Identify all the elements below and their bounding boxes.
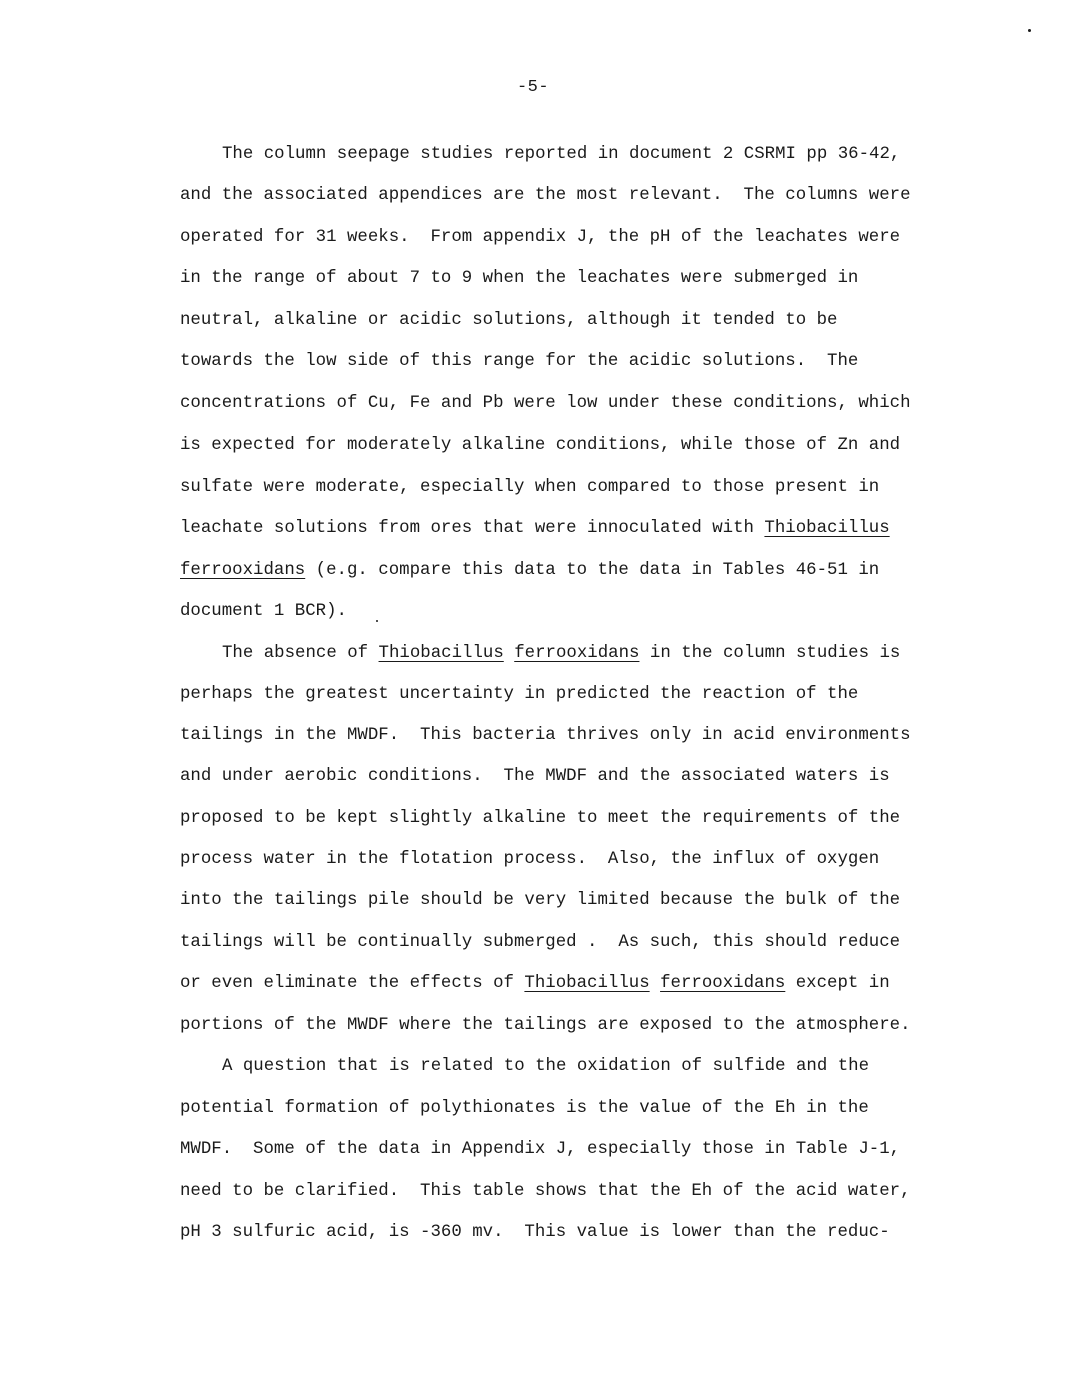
text-line [180,310,837,332]
scan-speck [376,620,378,622]
underlined-term: ferrooxidans [180,561,306,580]
text-line [180,1015,911,1037]
text-line [222,144,900,166]
line-text: except in [785,974,890,993]
line-text: document 1 BCR). [180,602,347,621]
scan-speck [1028,29,1031,32]
page-number: -5- [516,78,550,97]
text-line [180,849,879,871]
underlined-term: ferrooxidans [514,644,640,663]
text-line [180,1098,869,1120]
underlined-term: Thiobacillus [378,644,504,663]
text-line [180,393,911,415]
line-text: process water in the flotation process. Also, the influx of oxygen [180,850,880,869]
line-text: operated for 31 weeks. From appendix J, the pH of the leachates were [180,228,901,247]
line-text: The absence of [222,644,379,663]
line-text: proposed to be kept slightly alkaline to meet the requirements of the [180,809,901,828]
line-text: towards the low side of this range for the acidic solutions. The [180,352,859,371]
underlined-term: Thiobacillus [524,974,650,993]
text-line [180,932,900,954]
text-line [180,1181,911,1203]
line-text: pH 3 sulfuric acid, is -360 mv. This value is lower than the reduc- [180,1223,890,1242]
line-text: perhaps the greatest uncertainty in predicted the reaction of the [180,685,859,704]
text-line [222,643,900,665]
line-text: leachate solutions from ores that were innoculated with [180,519,765,538]
line-text: tailings in the MWDF. This bacteria thrives only in acid environments [180,726,911,745]
line-text: concentrations of Cu, Fe and Pb were low under these conditions, which [180,394,911,413]
line-text: in the range of about 7 to 9 when the leachates were submerged in [180,269,859,288]
text-line [180,185,911,207]
text-line [180,227,900,249]
text-line [180,518,890,540]
line-text: and the associated appendices are the most relevant. The columns were [180,186,911,205]
line-text: (e.g. compare this data to the data in Tables 46-51 in [305,561,880,580]
line-text: sulfate were moderate, especially when compared to those present in [180,478,880,497]
line-text: potential formation of polythionates is the value of the Eh in the [180,1099,869,1118]
line-text: or even eliminate the effects of [180,974,525,993]
text-line [180,435,900,457]
text-line [180,684,858,706]
line-text: and under aerobic conditions. The MWDF and the associated waters is [180,767,890,786]
text-line [180,890,900,912]
text-line [180,268,858,290]
line-text: in the column studies is [639,644,901,663]
line-text: The column seepage studies reported in document 2 CSRMI pp 36-42, [222,145,901,164]
line-text [504,644,514,663]
underlined-term: Thiobacillus [764,519,890,538]
text-line [180,477,879,499]
text-line [222,1056,869,1078]
text-line [180,973,890,995]
text-line [180,560,879,582]
text-line [180,1139,900,1161]
text-line [180,725,911,747]
text-line [180,1222,890,1244]
line-text: portions of the MWDF where the tailings are exposed to the atmosphere. [180,1016,911,1035]
text-line [180,808,900,830]
line-text: A question that is related to the oxidation of sulfide and the [222,1057,870,1076]
line-text: neutral, alkaline or acidic solutions, although it tended to be [180,311,838,330]
text-line [180,601,347,623]
text-line [180,351,858,373]
line-text: into the tailings pile should be very limited because the bulk of the [180,891,901,910]
line-text: need to be clarified. This table shows that the Eh of the acid water, [180,1182,911,1201]
underlined-term: ferrooxidans [660,974,786,993]
line-text: is expected for moderately alkaline conditions, while those of Zn and [180,436,901,455]
text-line [180,766,890,788]
line-text [650,974,660,993]
line-text: MWDF. Some of the data in Appendix J, especially those in Table J-1, [180,1140,901,1159]
line-text: tailings will be continually submerged . As such, this should reduce [180,933,901,952]
